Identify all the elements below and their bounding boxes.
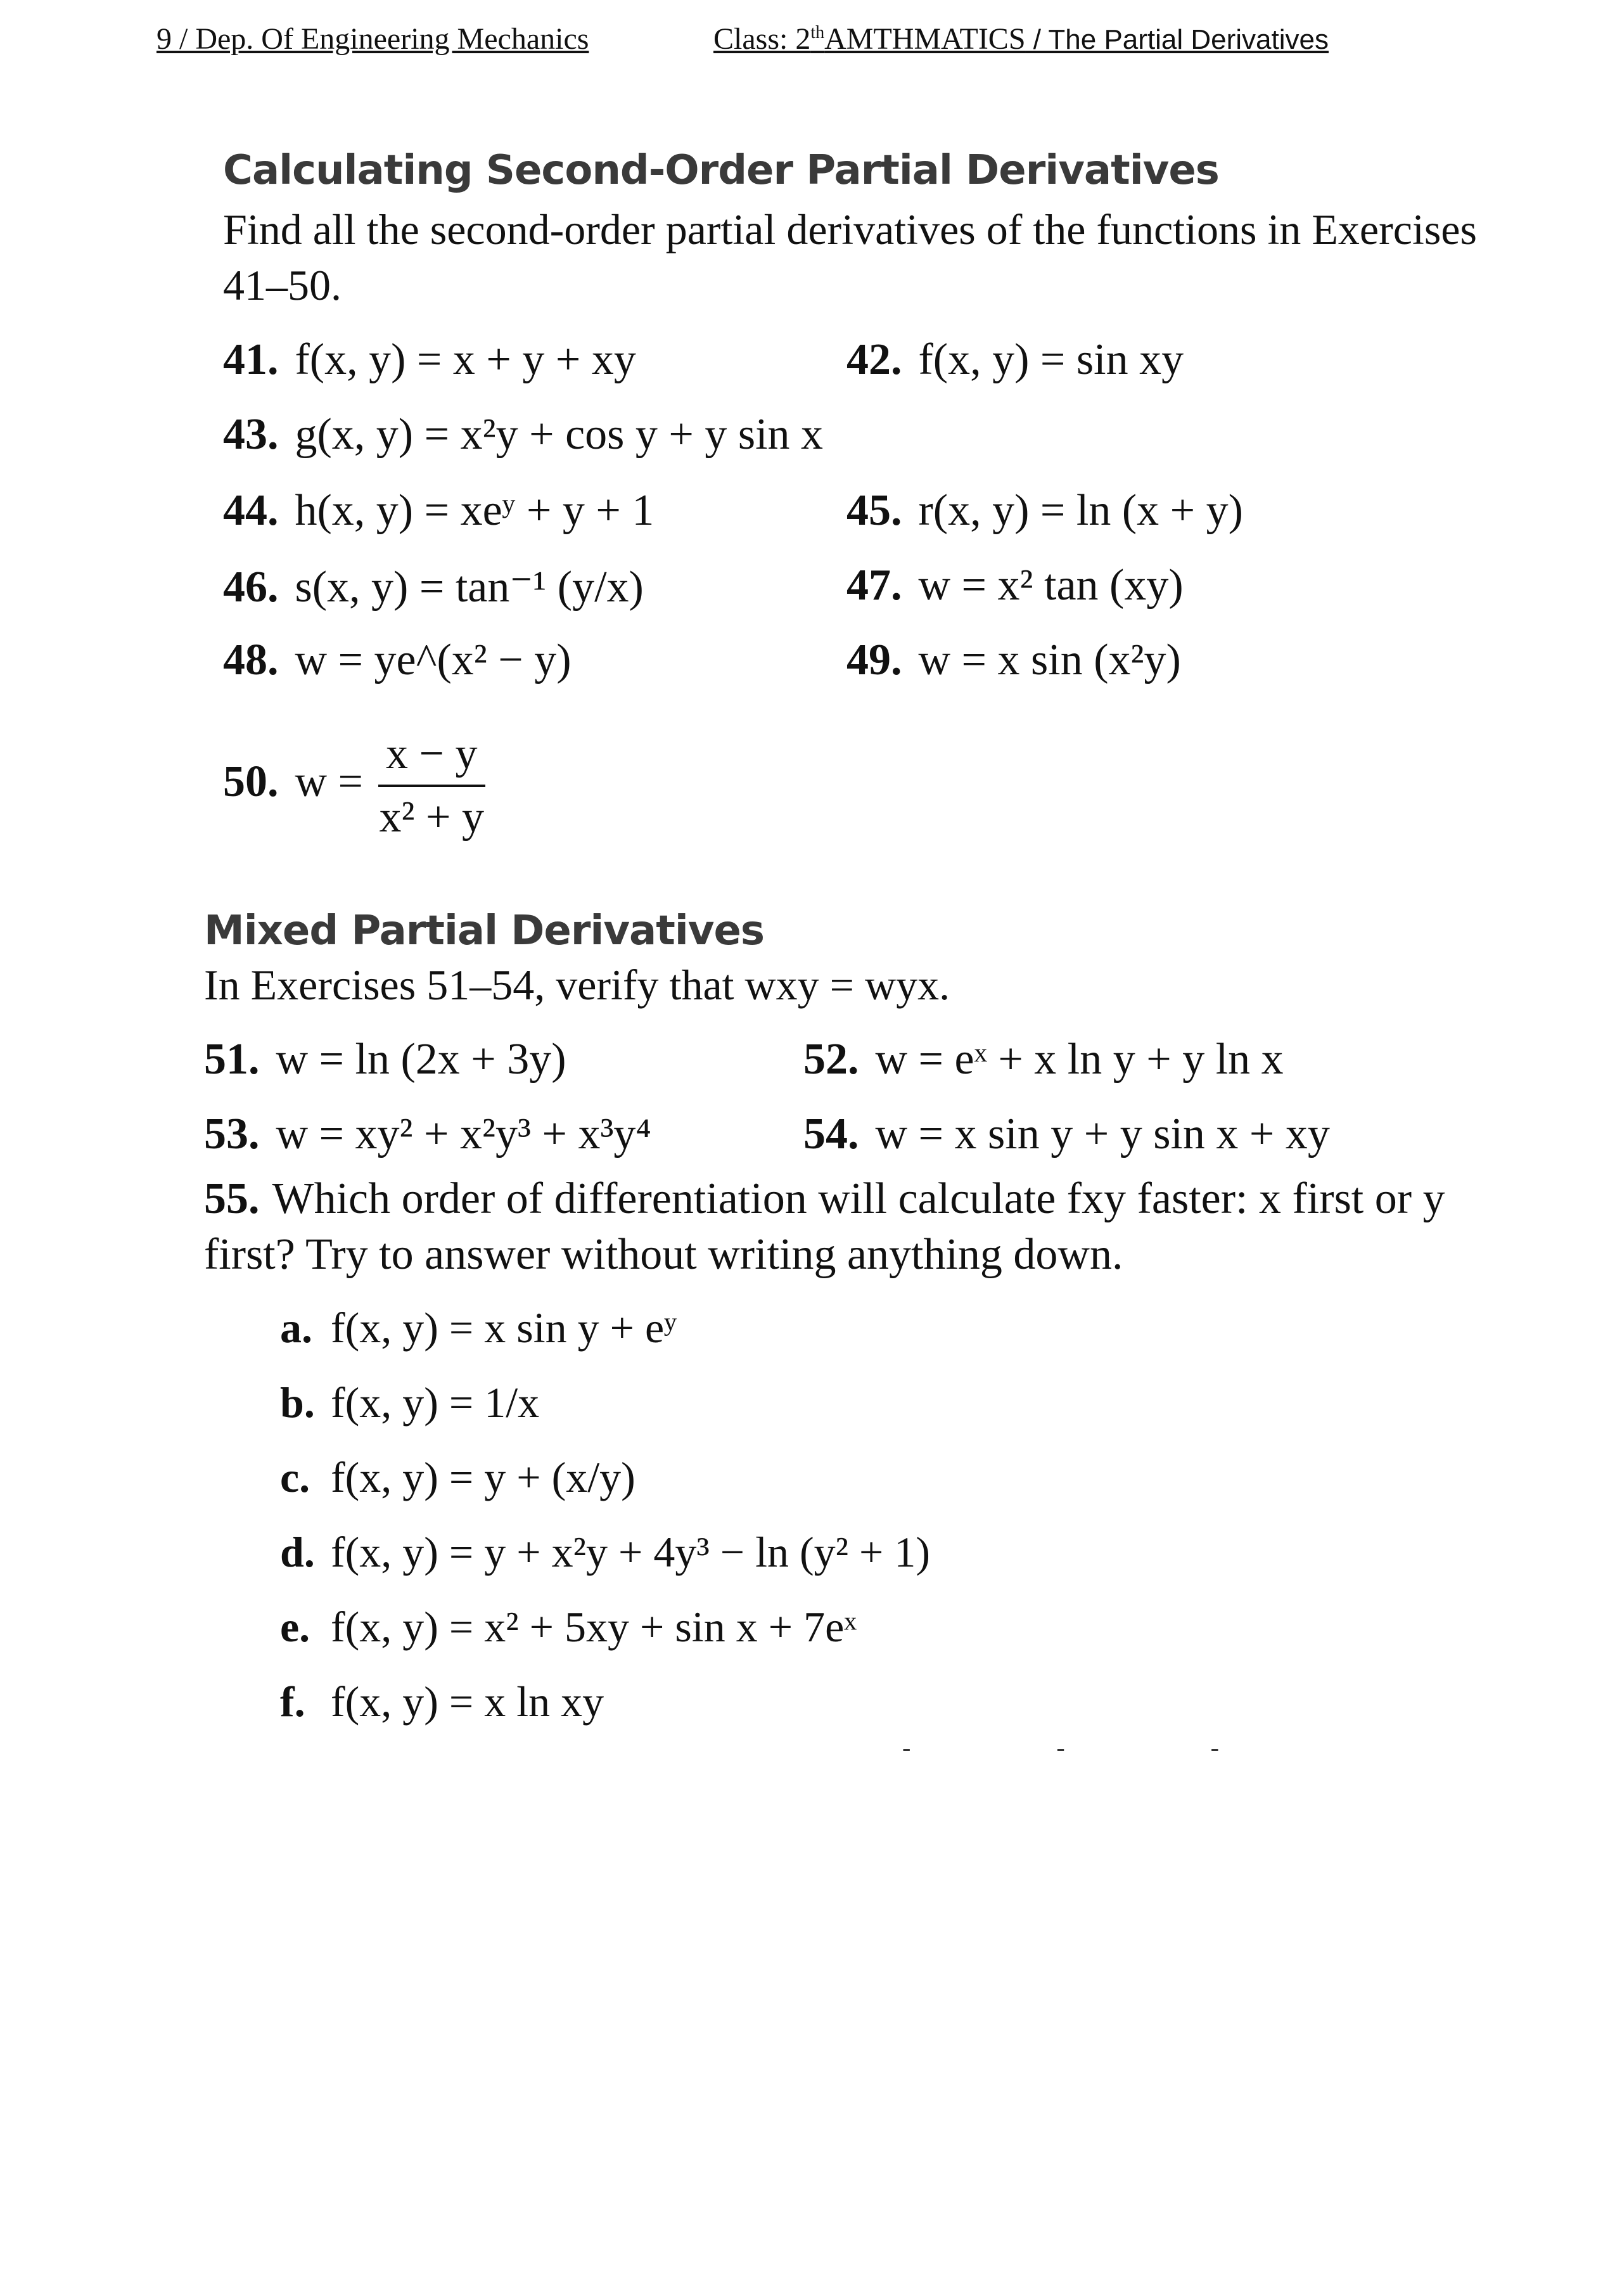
part-expression: f(x, y) = x sin y + eʸ: [331, 1304, 677, 1352]
exercise-number: 51.: [204, 1035, 260, 1084]
section-title-second-order: Calculating Second-Order Partial Derivatives: [223, 147, 1219, 194]
exercise-51: [204, 1034, 566, 1085]
exercise-42: [846, 335, 1184, 385]
part-expression: f(x, y) = x ln xy: [331, 1677, 604, 1726]
header-class-subject: AMTHMATICS: [824, 22, 1026, 56]
part-letter: a.: [280, 1304, 312, 1352]
exercise-number: 41.: [223, 335, 279, 384]
exercise-lhs: w =: [295, 757, 364, 807]
scan-artifact-dashes: - - -: [902, 1733, 1289, 1762]
exercise-52: [803, 1034, 1284, 1085]
header-department: 9 / Dep. Of Engineering Mechanics: [156, 22, 589, 56]
exercise-48: [223, 635, 572, 686]
section-title-mixed: Mixed Partial Derivatives: [204, 907, 764, 954]
exercise-55-text: Which order of differentiation will calculate fxy faster: x first or y first? Try to answer without writing anything down.: [204, 1174, 1445, 1279]
exercise-number: 47.: [846, 561, 902, 610]
exercise-expression: w = ye^(x² − y): [295, 636, 572, 684]
exercise-49: [846, 635, 1181, 686]
exercise-number: 44.: [223, 486, 279, 535]
part-letter: e.: [280, 1603, 310, 1651]
exercise-number: 49.: [846, 636, 902, 684]
exercise-number: 55.: [204, 1174, 260, 1223]
exercise-expression: w = x sin (x²y): [918, 636, 1181, 684]
exercise-expression: h(x, y) = xeʸ + y + 1: [295, 486, 655, 535]
exercise-44: [223, 485, 654, 536]
exercise-expression: w = eˣ + x ln y + y ln x: [875, 1035, 1284, 1084]
header-class-sup: th: [810, 23, 825, 42]
exercise-number: 53.: [204, 1110, 260, 1158]
header-class: [713, 22, 1329, 56]
exercise-55: [204, 1171, 1471, 1283]
exercise-53: [204, 1109, 651, 1160]
exercise-expression: w = x² tan (xy): [918, 561, 1184, 610]
exercise-number: 46.: [223, 563, 279, 612]
exercise-47: [846, 560, 1184, 611]
section2-intro: In Exercises 51–54, verify that wxy = wyx.: [204, 961, 950, 1009]
part-letter: b.: [280, 1378, 315, 1427]
part-c: [280, 1453, 635, 1503]
part-letter: d.: [280, 1528, 315, 1576]
exercise-expression: w = ln (2x + 3y): [276, 1035, 566, 1084]
exercise-expression: f(x, y) = x + y + xy: [295, 335, 636, 384]
exercise-number: 45.: [846, 486, 902, 535]
exercise-number: 42.: [846, 335, 902, 384]
exercise-50: [223, 729, 485, 843]
exercise-expression: w = xy² + x²y³ + x³y⁴: [276, 1110, 651, 1158]
fraction: [378, 729, 485, 843]
header-class-label: Class: 2: [713, 22, 811, 56]
part-letter: c.: [280, 1453, 310, 1501]
part-d: [280, 1527, 930, 1577]
exercise-expression: r(x, y) = ln (x + y): [918, 486, 1243, 535]
part-f: [280, 1677, 604, 1727]
exercise-number: 54.: [803, 1110, 859, 1158]
part-e: [280, 1602, 857, 1652]
exercise-number: 48.: [223, 636, 279, 684]
header-topic: / The Partial Derivatives: [1025, 24, 1329, 55]
part-expression: f(x, y) = 1/x: [331, 1378, 540, 1427]
exercise-expression: f(x, y) = sin xy: [918, 335, 1184, 384]
exercise-expression: g(x, y) = x²y + cos y + y sin x: [295, 410, 824, 459]
part-expression: f(x, y) = y + x²y + 4y³ − ln (y² + 1): [331, 1528, 931, 1576]
fraction-denominator: x² + y: [379, 793, 484, 842]
exercise-54: [803, 1109, 1330, 1160]
exercise-expression: w = x sin y + y sin x + xy: [875, 1110, 1330, 1158]
exercise-41: [223, 335, 636, 385]
part-letter: f.: [280, 1677, 305, 1726]
fraction-numerator: x − y: [378, 729, 485, 787]
part-expression: f(x, y) = x² + 5xy + sin x + 7eˣ: [331, 1603, 857, 1651]
exercise-43: [223, 409, 823, 460]
exercise-expression: s(x, y) = tan⁻¹ (y/x): [295, 563, 644, 612]
exercise-number: 43.: [223, 410, 279, 459]
part-expression: f(x, y) = y + (x/y): [331, 1453, 635, 1501]
exercise-45: [846, 485, 1243, 536]
page-header: [0, 22, 1622, 66]
exercise-number: 50.: [223, 757, 279, 807]
section1-intro: Find all the second-order partial derivatives of the functions in Exercises 41–50.: [223, 205, 1477, 309]
exercise-46: [223, 560, 644, 613]
exercise-number: 52.: [803, 1035, 859, 1084]
part-a: [280, 1303, 677, 1353]
part-b: [280, 1378, 539, 1428]
